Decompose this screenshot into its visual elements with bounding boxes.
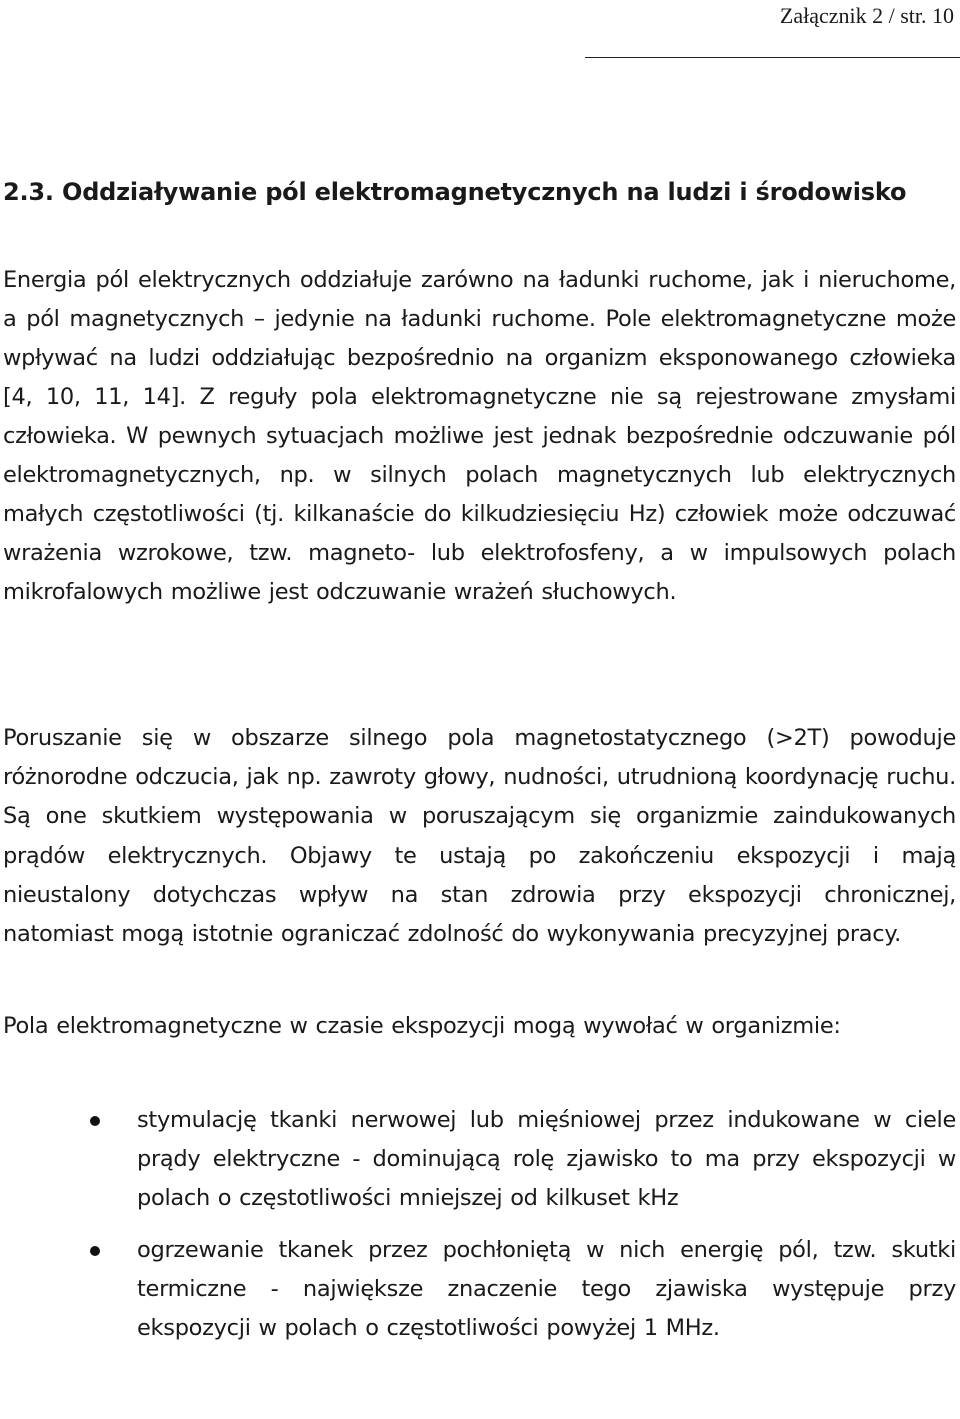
header-rule [585, 57, 960, 58]
list-item [0, 1231, 960, 1348]
paragraph-list-intro: Pola elektromagnetyczne w czasie ekspozycji mogą wywołać w organizmie: [3, 1013, 841, 1039]
list-item-text: stymulację tkanki nerwowej lub mięśniowej przez indukowane w ciele prądy elektryczne - dominującą rolę zjawisko to ma przy ekspozycji w polach o częstotliwości mniejszej od kilkuset kHz [137, 1107, 956, 1211]
bullet-dot-icon [90, 1246, 100, 1256]
list-item [0, 1101, 960, 1218]
list-item-text: ogrzewanie tkanek przez pochłoniętą w nich energię pól, tzw. skutki termiczne - największe znaczenie tego zjawiska występuje przy ekspozycji w polach o częstotliwości powyżej 1 MHz. [137, 1237, 956, 1341]
page-number-label: Załącznik 2 / str. 10 [779, 3, 954, 28]
paragraph-magnetostatic-field: Poruszanie się w obszarze silnego pola magnetostatycznego (>2T) powoduje różnorodne odczucia, jak np. zawroty głowy, nudności, utrudnioną koordynację ruchu. Są one skutkiem występowania w poruszającym się organizmie zaindukowanych prądów elektrycznych. Objawy te ustają po zakończeniu ekspozycji i mają nieustalony dotychczas wpływ na stan zdrowia przy ekspozycji chronicznej, natomiast mogą istotnie ograniczać zdolność do wykonywania precyzyjnej pracy. [3, 725, 956, 948]
paragraph-em-fields-effects: Energia pól elektrycznych oddziałuje zarówno na ładunki ruchome, jak i nieruchome, a pól magnetycznych – jedynie na ładunki ruchome. Pole elektromagnetyczne może wpływać na ludzi oddziałując bezpośrednio na organizm eksponowanego człowieka [4, 10, 11, 14]. Z reguły pola elektromagnetyczne nie są rejestrowane zmysłami człowieka. W pewnych sytuacjach możliwe jest jednak bezpośrednie odczuwanie pól elektromagnetycznych, np. w silnych polach magnetycznych lub elektrycznych małych częstotliwości (tj. kilkanaście do kilkudziesięciu Hz) człowiek może odczuwać wrażenia wzrokowe, tzw. magneto- lub elektrofosfeny, a w impulsowych polach mikrofalowych możliwe jest odczuwanie wrażeń słuchowych. [3, 267, 956, 605]
bullet-dot-icon [90, 1116, 100, 1126]
section-heading: 2.3. Oddziaływanie pól elektromagnetycznych na ludzi i środowisko [3, 177, 907, 206]
page-header [780, 0, 954, 30]
effects-bullet-list [0, 1101, 960, 1361]
